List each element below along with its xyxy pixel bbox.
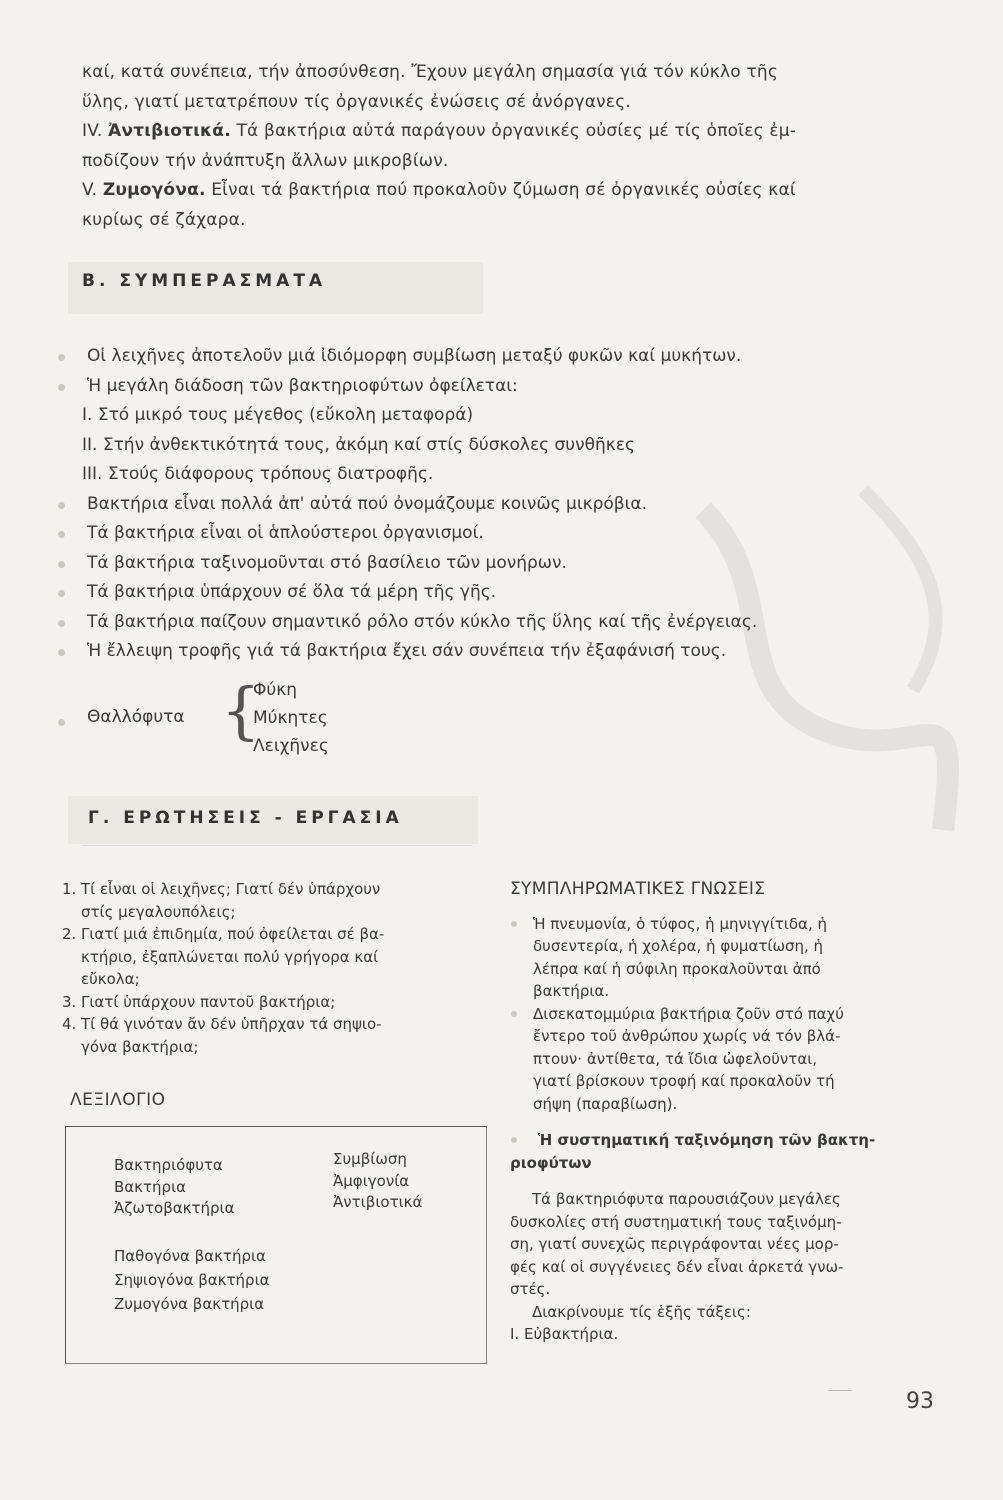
item-iv-text: Τά βακτήρια αὐτά παράγουν ὀργανικές οὐσίες μέ τίς ὁποῖες ἐμ-: [230, 121, 797, 141]
conclusion-item: [58, 608, 938, 638]
lexicon-column: [333, 1149, 422, 1214]
thallophyta-label: Θαλλόφυτα: [87, 707, 185, 727]
question-number: 4.: [62, 1015, 77, 1033]
bullet-icon: [58, 384, 65, 391]
bullet-icon: [511, 1137, 517, 1143]
conclusion-item: [58, 342, 938, 372]
bullet-icon: [58, 561, 65, 568]
supplementary-line: γιατί βρίσκουν τροφή καί προκαλοῦν τή: [533, 1072, 835, 1090]
item-v-number: V.: [82, 180, 98, 200]
paragraph-line: I. Εὐβακτήρια.: [510, 1325, 619, 1343]
lexicon-column: [114, 1155, 235, 1220]
conclusion-item: [58, 578, 938, 608]
supplementary-paragraph: [510, 1188, 932, 1346]
supplementary-section: [510, 878, 932, 1346]
conclusion-item: [58, 549, 938, 579]
conclusion-text: Ἡ ἔλλειψη τροφῆς γιά τά βακτήρια ἔχει σάν συνέπεια τήν ἐξαφάνισή τους.: [87, 641, 727, 661]
conclusion-text: Τά βακτήρια ὑπάρχουν σέ ὅλα τά μέρη τῆς γῆς.: [87, 582, 497, 602]
question-number: 2.: [62, 925, 77, 943]
paragraph-line: Τά βακτηριόφυτα παρουσιάζουν μεγάλες: [532, 1190, 841, 1208]
paragraph-line: φές καί οἱ συγγένειες δέν εἶναι ἀρκετά γνω-: [510, 1257, 844, 1276]
item-iv-term: Ἀντιβιοτικά.: [108, 121, 231, 141]
intro-line: καί, κατά συνέπεια, τήν ἀποσύνθεση. Ἔχουν μεγάλη σημασία γιά τόν κύκλο τῆς: [82, 62, 779, 82]
lexicon-term: Συμβίωση: [333, 1150, 407, 1168]
conclusion-subitem: III. Στούς διάφορους τρόπους διατροφῆς.: [82, 464, 434, 484]
question-line: εὔκολα;: [81, 970, 140, 988]
question-line: Γιατί ὑπάρχουν παντοῦ βακτήρια;: [81, 992, 336, 1011]
item-iv-number: IV.: [82, 121, 103, 141]
conclusion-item: [58, 637, 938, 667]
conclusion-subitem: I. Στό μικρό τους μέγεθος (εὔκολη μεταφορά): [82, 405, 474, 425]
question-line: Τί θά γινόταν ἄν δέν ὑπῆρχαν τά σηψιο-: [81, 1015, 382, 1033]
supplementary-line: δυσεντερία, ἡ χολέρα, ἡ φυματίωση, ἡ: [533, 937, 824, 955]
page-number: 93: [906, 1389, 934, 1414]
item-v-term: Ζυμογόνα.: [102, 180, 206, 200]
lexicon-term: Ἀζωτοβακτήρια: [114, 1199, 235, 1217]
paragraph-line: δυσκολίες στή συστηματική τους ταξινόμη-: [510, 1212, 842, 1231]
bullet-icon: [58, 719, 65, 726]
thallophyta-items: [253, 676, 329, 760]
conclusion-subitem: II. Στήν ἀνθεκτικότητά τους, ἀκόμη καί στίς δύσκολες συνθῆκες: [82, 434, 635, 455]
question-line: Τί εἶναι οἱ λειχῆνες; Γιατί δέν ὑπάρχουν: [81, 880, 381, 898]
supplementary-line: Ἡ πνευμονία, ὁ τύφος, ἡ μηνιγγίτιδα, ἡ: [533, 914, 827, 933]
bullet-icon: [511, 921, 517, 927]
item-v: [82, 176, 924, 206]
question-item: [62, 991, 482, 1014]
supplementary-line: βακτήρια.: [533, 982, 610, 1000]
lexicon-term: Ζυμογόνα βακτήρια: [114, 1295, 265, 1313]
questions-list: [62, 878, 482, 1058]
paragraph-line: στές.: [510, 1280, 551, 1298]
page-smudge: [828, 1390, 852, 1391]
supplementary-line: Δισεκατομμύρια βακτήρια ζοῦν στό παχύ: [533, 1004, 844, 1023]
question-line: κτήριο, ἐξαπλώνεται πολύ γρήγορα καί: [81, 947, 379, 966]
intro-text: [82, 58, 924, 235]
conclusion-text: Βακτήρια εἶναι πολλά ἀπ' αὐτά πού ὀνομάζουμε κοινῶς μικρόβια.: [87, 493, 647, 514]
thallophyta-item: Φύκη: [253, 680, 298, 700]
conclusion-item: [58, 490, 938, 520]
question-number: 3.: [62, 992, 77, 1011]
question-line: γόνα βακτήρια;: [81, 1037, 199, 1056]
question-line: Γιατί μιά ἐπιδημία, πού ὀφείλεται σέ βα-: [81, 925, 385, 943]
supplementary-subheading: [510, 1129, 932, 1174]
conclusion-item: [58, 519, 938, 549]
bullet-icon: [58, 502, 65, 509]
intro-line: ὕλης, γιατί μετατρέπουν τίς ὀργανικές ἐνώσεις σέ ἀνόργανες.: [82, 91, 631, 112]
lexicon-term: Βακτηριόφυτα: [114, 1156, 223, 1174]
paragraph-line: ση, γιατί συνεχῶς περιγράφονται νέες μορ-: [510, 1235, 839, 1253]
supplementary-line: σήψη (παραβίωση).: [533, 1094, 678, 1113]
item-iv: [82, 117, 924, 147]
conclusion-text: Τά βακτήρια εἶναι οἱ ἁπλούστεροι ὀργανισμοί.: [87, 523, 484, 543]
bullet-icon: [58, 649, 65, 656]
question-item: [62, 878, 482, 923]
subheading-line: Ἡ συστηματική ταξινόμηση τῶν βακτη-: [538, 1131, 876, 1149]
lexicon-term: Βακτήρια: [114, 1177, 187, 1196]
item-v-text: Εἶναι τά βακτήρια πού προκαλοῦν ζύμωση σέ ὀργανικές οὐσίες καί: [205, 180, 796, 200]
supplementary-item: [510, 1003, 932, 1116]
supplementary-line: λέπρα καί ἡ σύφιλη προκαλοῦνται ἀπό: [533, 959, 821, 978]
conclusion-text: Οἱ λειχῆνες ἀποτελοῦν μιά ἰδιόμορφη συμβίωση μεταξύ φυκῶν καί μυκήτων.: [87, 346, 742, 366]
subheading-line: ριοφύτων: [510, 1153, 592, 1172]
conclusion-text: Τά βακτήρια ταξινομοῦνται στό βασίλειο τῶν μονήρων.: [87, 552, 567, 573]
bullet-icon: [58, 590, 65, 597]
bullet-icon: [511, 1011, 517, 1017]
conclusion-text: Τά βακτήρια παίζουν σημαντικό ρόλο στόν κύκλο τῆς ὕλης καί τῆς ἐνέργειας.: [87, 611, 758, 632]
lexicon-title: ΛΕΞΙΛΟΓΙΟ: [70, 1090, 166, 1110]
section-c-title: Γ. ΕΡΩΤΗΣΕΙΣ - ΕΡΓΑΣΙΑ: [88, 808, 403, 828]
curly-brace-icon: {: [221, 674, 261, 747]
conclusions-list: [58, 342, 938, 667]
thallophyta-item: Λειχῆνες: [253, 736, 329, 756]
section-b-title: Β. ΣΥΜΠΕΡΑΣΜΑΤΑ: [82, 271, 327, 291]
question-number: 1.: [62, 880, 77, 898]
section-divider: [82, 845, 472, 846]
supplementary-item: [510, 913, 932, 1003]
conclusion-item: [58, 372, 938, 402]
question-item: [62, 1013, 482, 1058]
lexicon-term: Ἀντιβιοτικά: [333, 1193, 423, 1211]
lexicon-box: [65, 1126, 487, 1364]
paragraph-line: Διακρίνουμε τίς ἑξῆς τάξεις:: [532, 1302, 751, 1321]
lexicon-term: Ἀμφιγονία: [333, 1171, 410, 1190]
question-line: στίς μεγαλουπόλεις;: [81, 902, 236, 921]
lexicon-term: Σηψιογόνα βακτήρια: [114, 1271, 270, 1289]
lexicon-column: [114, 1244, 270, 1316]
supplementary-title: ΣΥΜΠΛΗΡΩΜΑΤΙΚΕΣ ΓΝΩΣΕΙΣ: [510, 879, 766, 899]
bullet-icon: [58, 531, 65, 538]
bullet-icon: [58, 354, 65, 361]
supplementary-line: πτουν· ἀντίθετα, τά ἴδια ὠφελοῦνται,: [533, 1049, 818, 1068]
bullet-icon: [58, 620, 65, 627]
supplementary-line: ἔντερο τοῦ ἀνθρώπου χωρίς νά τόν βλά-: [533, 1027, 841, 1045]
conclusion-text: Ἡ μεγάλη διάδοση τῶν βακτηριοφύτων ὀφείλεται:: [87, 375, 518, 396]
item-v-cont: κυρίως σέ ζάχαρα.: [82, 209, 246, 230]
question-item: [62, 923, 482, 991]
thallophyta-item: Μύκητες: [253, 708, 328, 728]
item-iv-cont: ποδίζουν τήν ἀνάπτυξη ἄλλων μικροβίων.: [82, 150, 449, 171]
lexicon-term: Παθογόνα βακτήρια: [114, 1247, 266, 1265]
